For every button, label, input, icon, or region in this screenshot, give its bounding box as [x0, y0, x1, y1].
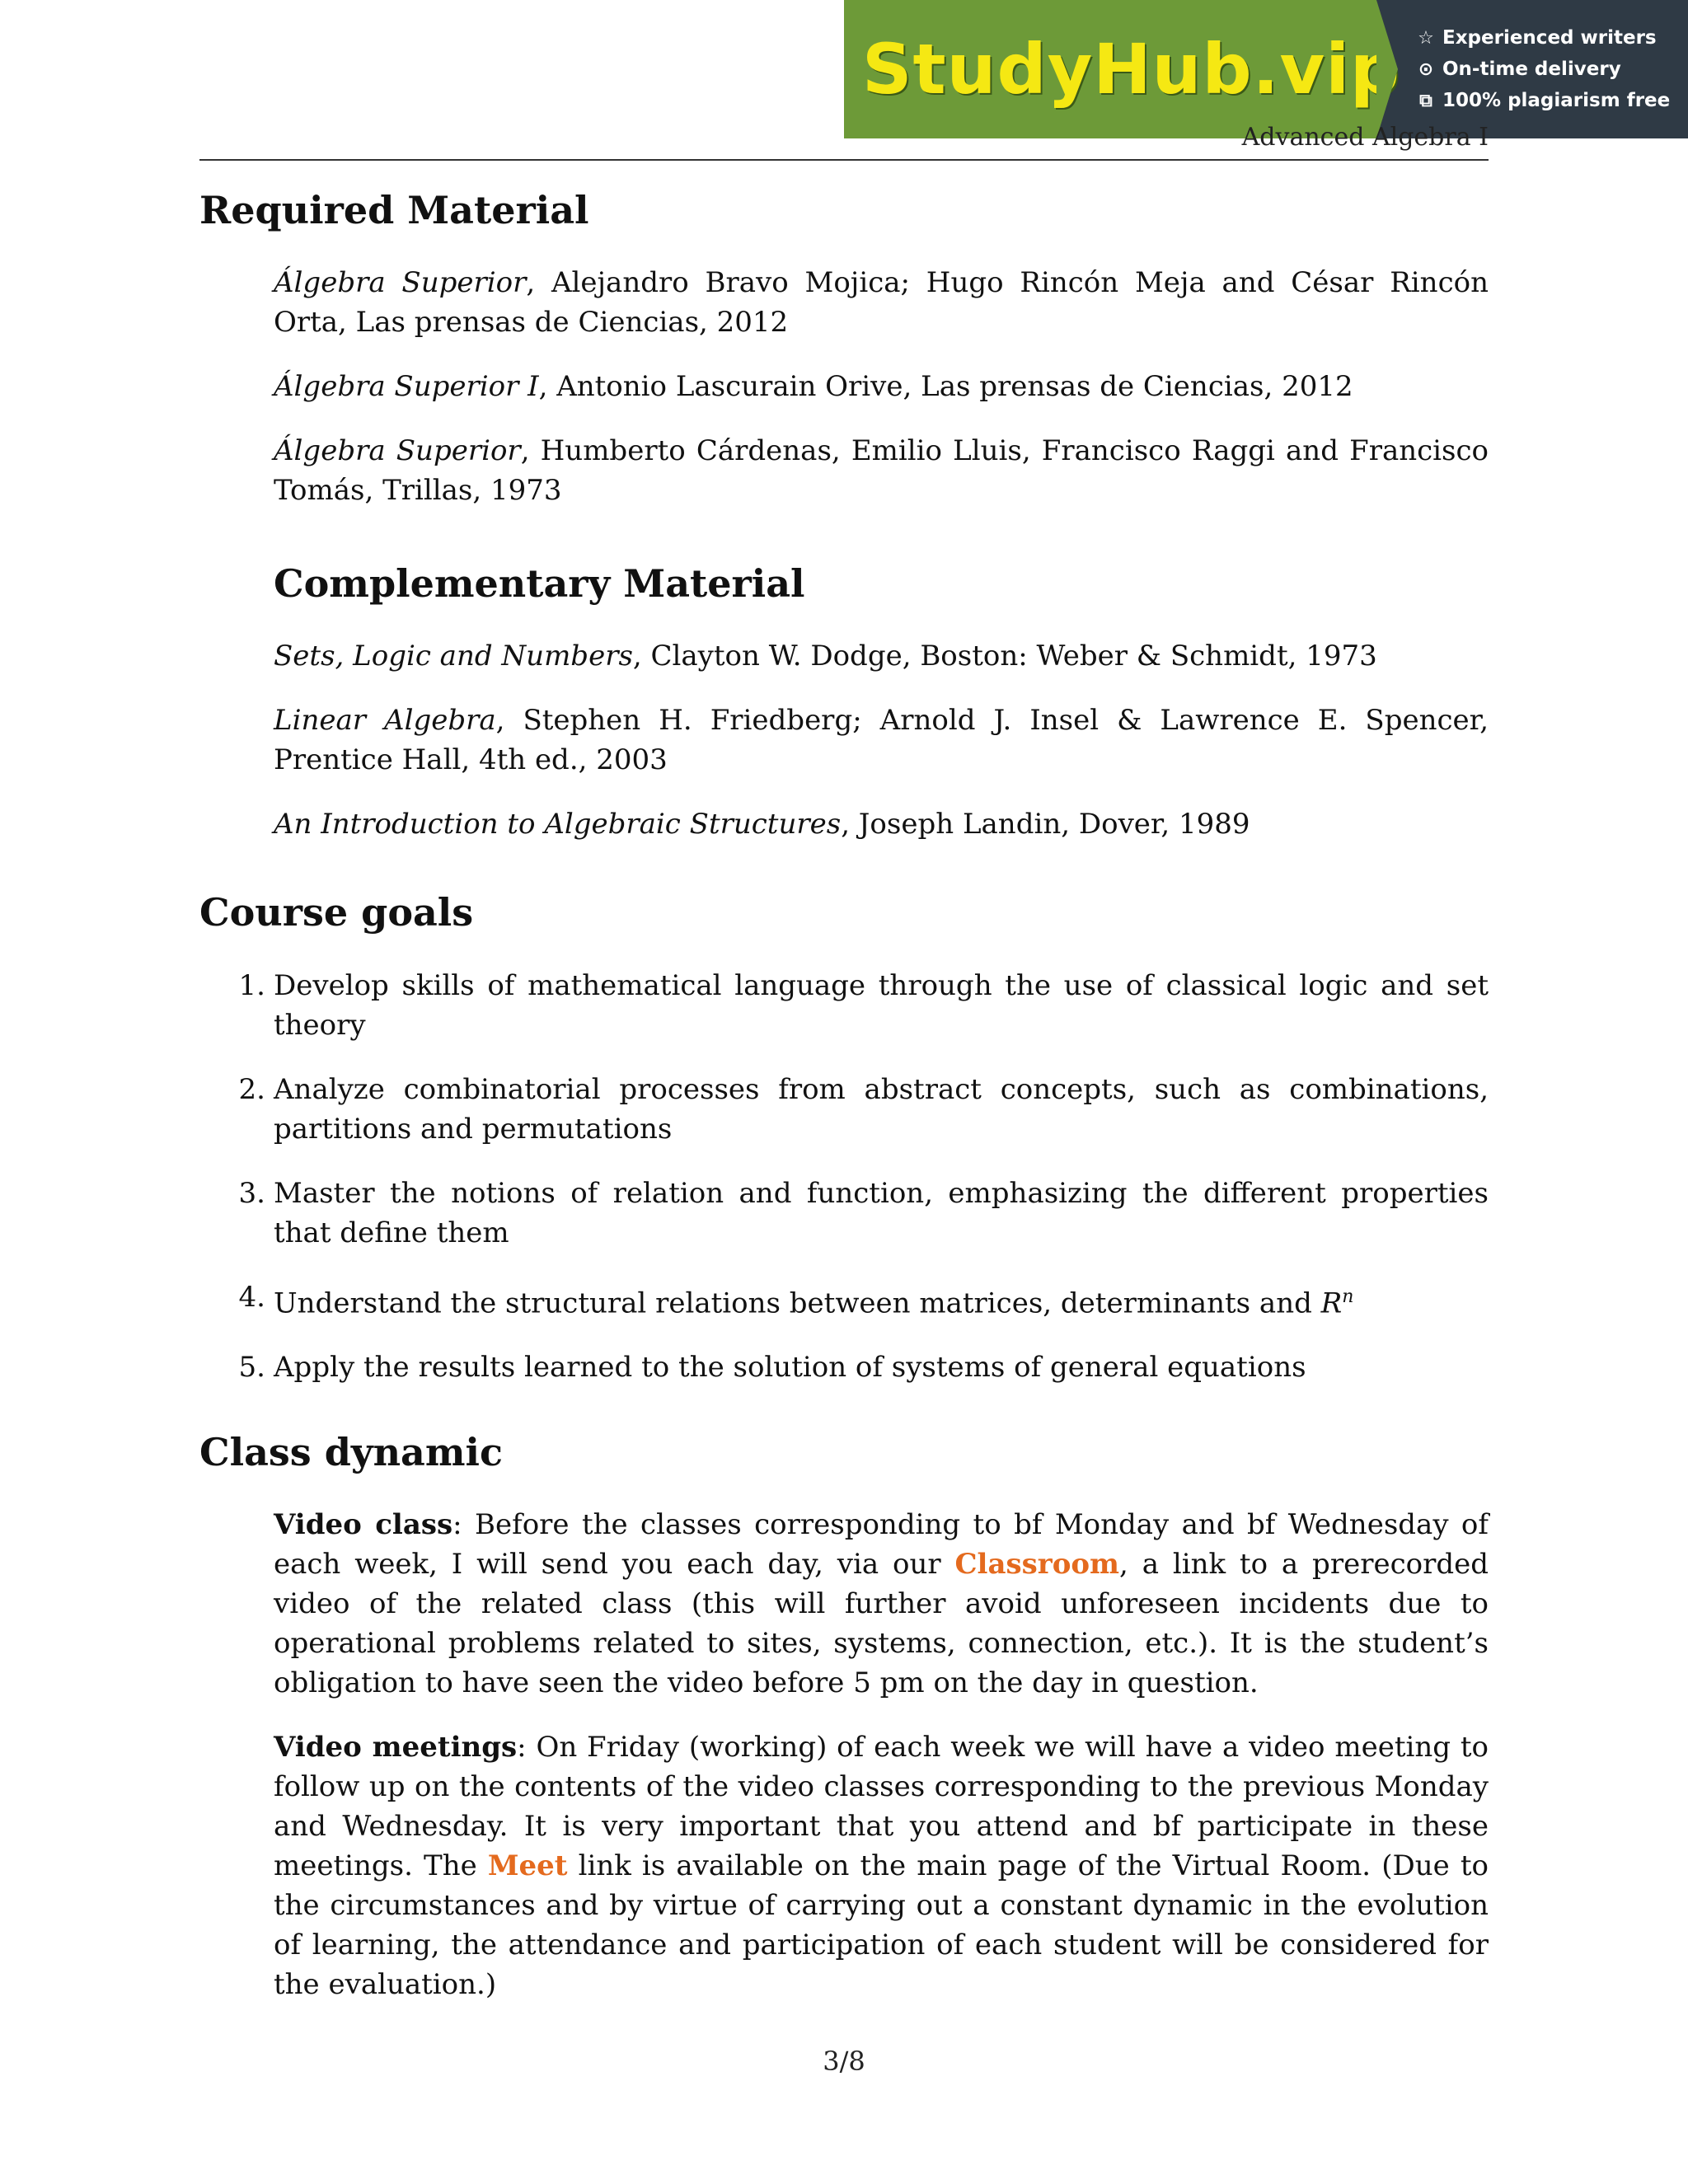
studyhub-logo[interactable]: [844, 0, 1401, 138]
section-title-goals: Course goals: [199, 890, 474, 935]
reference-title: An Introduction to Algebraic Structures: [274, 808, 842, 841]
video-class-label: Video class: [274, 1508, 453, 1542]
main-content: [199, 188, 1489, 2004]
goal-text: Analyze combinatorial processes from abstract concepts, such as combinations, partitions and permutations: [274, 1072, 1489, 1146]
reference-title: Linear Algebra: [274, 704, 496, 738]
feature-experienced-writers: [1416, 27, 1688, 49]
reference-details: , Humberto Cárdenas, Emilio Lluis, Francisco Raggi and Francisco Tomás, Trillas, 1973: [274, 434, 1489, 508]
feature-text: On-time delivery: [1442, 59, 1621, 80]
section-title-dynamic: Class dynamic: [199, 1429, 503, 1474]
video-meetings-label: Video meetings: [274, 1731, 518, 1765]
video-class-paragraph: [274, 1505, 1489, 1703]
reference-details: , Alejandro Bravo Mojica; Hugo Rincón Meja and César Rincón Orta, Las prensas de Ciencias, 2012: [274, 266, 1489, 340]
reference-item: [274, 431, 1489, 510]
complementary-section: [274, 561, 1489, 844]
goal-number: 4.: [238, 1280, 265, 1314]
goal-item: [238, 1174, 1489, 1253]
goal-number: 5.: [238, 1350, 265, 1384]
reference-details: , Joseph Landin, Dover, 1989: [841, 808, 1250, 841]
paragraph-text: : Before the classes corresponding to bf Monday and bf Wednesday of each week, I will send you each day, via our: [274, 1508, 1489, 1582]
feature-on-time-delivery: [1416, 59, 1688, 80]
reference-details: , Antonio Lascurain Orive, Las prensas de Ciencias, 2012: [538, 370, 1353, 404]
paragraph-text: link is available on the main page of the Virtual Room. (Due to the circumstances and by virtue of carrying out a constant dynamic in the evolution of learning, the attendance and participation of each student will be considered for the evaluation.): [274, 1849, 1489, 2002]
reference-details: , Clayton W. Dodge, Boston: Weber & Schmidt, 1973: [632, 640, 1377, 673]
page-number: 3/8: [823, 2046, 865, 2077]
star-icon: ☆: [1418, 27, 1434, 49]
paragraph-text: : On Friday (working) of each week we will have a video meeting to follow up on the contents of the video classes corresponding to the previous Monday and Wednesday. It is very important that you attend and bf participate in these meetings. The: [274, 1731, 1489, 1883]
math-superscript: n: [1342, 1286, 1354, 1307]
reference-item: [274, 263, 1489, 342]
feature-text: 100% plagiarism free: [1442, 90, 1671, 111]
reference-title: Álgebra Superior I: [274, 370, 539, 404]
copy-icon: ⧉: [1419, 90, 1432, 111]
reference-title: Sets, Logic and Numbers: [274, 640, 633, 673]
studyhub-banner[interactable]: [844, 0, 1688, 138]
classroom-link[interactable]: Classroom: [954, 1548, 1120, 1582]
reference-title: Álgebra Superior: [274, 266, 527, 300]
goal-number: 2.: [238, 1072, 265, 1106]
clock-icon: ⊙: [1418, 59, 1434, 80]
running-title: Advanced Algebra I: [1241, 123, 1489, 152]
section-title-complementary: Complementary Material: [274, 561, 805, 607]
feature-plagiarism-free: [1416, 90, 1688, 111]
required-refs: [274, 263, 1489, 510]
reference-item: [274, 367, 1489, 406]
banner-arrow-shape: [1376, 0, 1398, 138]
goal-number: 3.: [238, 1176, 265, 1210]
reference-details: , Stephen H. Friedberg; Arnold J. Insel & Lawrence E. Spencer, Prentice Hall, 4th ed., 2003: [274, 704, 1489, 777]
feature-text: Experienced writers: [1442, 27, 1657, 49]
goal-item: [238, 966, 1489, 1045]
reference-item: [274, 636, 1489, 676]
banner-features: [1376, 0, 1688, 138]
reference-item: [274, 804, 1489, 844]
reference-title: Álgebra Superior: [274, 434, 521, 468]
section-title-required: Required Material: [199, 188, 589, 232]
logo-text: StudyHub.vip: [862, 29, 1401, 110]
header-rule: [199, 159, 1489, 161]
goal-text: Master the notions of relation and function, emphasizing the different properties that define them: [274, 1176, 1489, 1249]
meet-link[interactable]: Meet: [487, 1849, 568, 1883]
goals-list: [238, 966, 1489, 1387]
reference-item: [274, 701, 1489, 780]
complementary-refs: [274, 636, 1489, 844]
paragraph-text: , a link to a prerecorded video of the related class (this will further avoid unforeseen incidents due to operational problems related to sites, systems, connection, etc.). It is the student’s obligation to have seen the video before 5 pm on the day in question.: [274, 1548, 1489, 1700]
goal-text: Develop skills of mathematical language through the use of classical logic and set theory: [274, 968, 1489, 1042]
goal-number: 1.: [238, 968, 265, 1002]
goal-item: [238, 1070, 1489, 1149]
math-base: R: [1320, 1286, 1343, 1319]
goal-text: Apply the results learned to the solution of systems of general equations: [274, 1350, 1306, 1384]
goal-item: [238, 1277, 1489, 1323]
goal-item: [238, 1347, 1489, 1387]
goal-text: Understand the structural relations between matrices, determinants and: [274, 1286, 1321, 1319]
video-meetings-paragraph: [274, 1727, 1489, 2004]
dynamic-paragraphs: [274, 1505, 1489, 2004]
